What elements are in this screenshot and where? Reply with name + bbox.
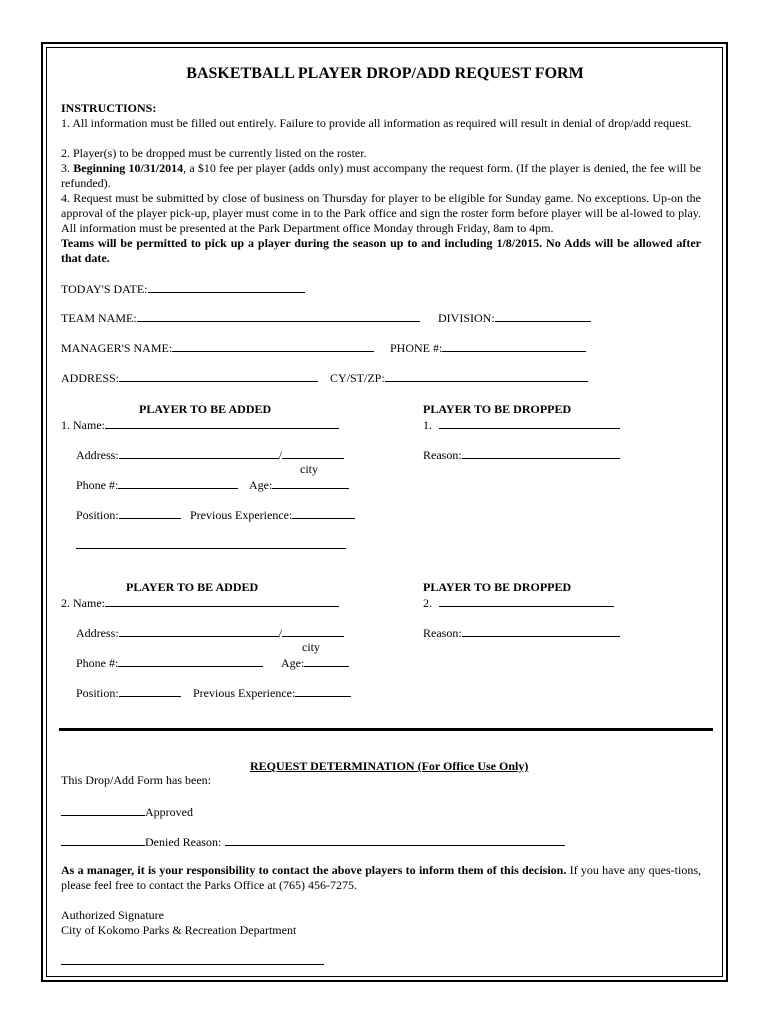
determination-heading-text: REQUEST DETERMINATION (For Office Use Only) bbox=[250, 759, 529, 773]
player-2-position-label: Position: bbox=[76, 686, 119, 700]
player-1-age-label: Age: bbox=[249, 478, 273, 492]
player-1-position-label: Position: bbox=[76, 508, 119, 522]
phone-field[interactable] bbox=[390, 340, 586, 356]
phone-label: PHONE #: bbox=[390, 341, 443, 355]
approved-line[interactable] bbox=[61, 804, 145, 816]
dropped-1-reason-field[interactable] bbox=[423, 447, 620, 463]
phone-line[interactable] bbox=[442, 340, 586, 352]
denied-label: Denied Reason: bbox=[145, 835, 222, 849]
player-2-age-field[interactable] bbox=[281, 655, 349, 671]
player-1-age-field[interactable] bbox=[249, 477, 349, 493]
player-2-address-field[interactable] bbox=[76, 625, 344, 641]
player-2-phone-line[interactable] bbox=[118, 655, 263, 667]
player-1-phone-line[interactable] bbox=[118, 477, 238, 489]
player-1-extra-field[interactable] bbox=[76, 537, 346, 553]
department-name: City of Kokomo Parks & Recreation Department bbox=[61, 923, 297, 937]
player-dropped-heading-1: PLAYER TO BE DROPPED bbox=[423, 402, 572, 416]
manager-notice bbox=[61, 863, 701, 893]
signature-field[interactable] bbox=[61, 953, 324, 969]
approved-label: Approved bbox=[145, 805, 193, 819]
section-divider bbox=[59, 728, 713, 731]
address-label: ADDRESS: bbox=[61, 371, 120, 385]
instruction-3-date: Beginning 10/31/2014 bbox=[73, 161, 184, 175]
todays-date-line[interactable] bbox=[148, 281, 305, 293]
form-has-been-text: This Drop/Add Form has been: bbox=[61, 773, 211, 787]
player-added-heading-2: PLAYER TO BE ADDED bbox=[126, 580, 259, 594]
instruction-3 bbox=[61, 161, 701, 191]
player-1-address-slash: / bbox=[278, 448, 283, 462]
cy-st-zp-field[interactable] bbox=[330, 370, 588, 386]
signature-line[interactable] bbox=[61, 953, 324, 965]
player-2-experience-field[interactable] bbox=[193, 685, 351, 701]
dropped-1-line[interactable] bbox=[439, 417, 620, 429]
denied-reason-line[interactable] bbox=[225, 834, 565, 846]
team-name-line[interactable] bbox=[137, 310, 420, 322]
player-2-name-label: 2. Name: bbox=[61, 596, 105, 610]
player-added-heading-1: PLAYER TO BE ADDED bbox=[139, 402, 272, 416]
player-2-address-slash: / bbox=[278, 626, 283, 640]
manager-notice-rest: If you have any ques-tions, please feel free to contact the Parks Office at (765) 456-7275. bbox=[61, 863, 701, 892]
dropped-2-label: 2. bbox=[423, 596, 432, 610]
cy-st-zp-label: CY/ST/ZP: bbox=[330, 371, 385, 385]
player-2-position-field[interactable] bbox=[76, 685, 181, 701]
cy-st-zp-line[interactable] bbox=[385, 370, 588, 382]
player-2-address-label: Address: bbox=[76, 626, 119, 640]
dropped-1-field[interactable] bbox=[423, 417, 620, 433]
dropped-1-reason-label: Reason: bbox=[423, 448, 462, 462]
player-1-name-field[interactable] bbox=[61, 417, 339, 433]
instruction-2: 2. Player(s) to be dropped must be currently listed on the roster. bbox=[61, 146, 367, 160]
player-1-experience-field[interactable] bbox=[190, 507, 355, 523]
player-dropped-heading-2: PLAYER TO BE DROPPED bbox=[423, 580, 572, 594]
dropped-2-reason-field[interactable] bbox=[423, 625, 620, 641]
player-2-name-field[interactable] bbox=[61, 595, 339, 611]
denied-field[interactable] bbox=[61, 834, 565, 850]
player-1-city-line[interactable] bbox=[282, 447, 344, 459]
player-2-address-line[interactable] bbox=[119, 625, 279, 637]
form-title: BASKETBALL PLAYER DROP/ADD REQUEST FORM bbox=[186, 65, 584, 82]
player-1-experience-label: Previous Experience: bbox=[190, 508, 293, 522]
player-1-address-line[interactable] bbox=[119, 447, 279, 459]
instruction-3-text: , a $10 fee per player (adds only) must accompany the request form. (If the player is denied, the fee will be refunded). bbox=[61, 161, 702, 190]
player-2-city-line[interactable] bbox=[282, 625, 344, 637]
player-2-phone-label: Phone #: bbox=[76, 656, 119, 670]
team-name-field[interactable] bbox=[61, 310, 420, 326]
player-2-experience-line[interactable] bbox=[295, 685, 351, 697]
dropped-1-label: 1. bbox=[423, 418, 432, 432]
denied-line[interactable] bbox=[61, 834, 145, 846]
player-1-address-field[interactable] bbox=[76, 447, 344, 463]
determination-heading bbox=[244, 759, 528, 774]
division-line[interactable] bbox=[495, 310, 591, 322]
player-2-age-label: Age: bbox=[281, 656, 305, 670]
instruction-deadline: Teams will be permitted to pick up a player during the season up to and including 1/8/2015. No Adds will be allowed after that date. bbox=[61, 236, 701, 265]
address-line[interactable] bbox=[119, 370, 318, 382]
player-1-extra-line[interactable] bbox=[76, 537, 346, 549]
player-1-position-line[interactable] bbox=[119, 507, 181, 519]
player-2-age-line[interactable] bbox=[304, 655, 349, 667]
address-field[interactable] bbox=[61, 370, 318, 386]
manager-name-label: MANAGER'S NAME: bbox=[61, 341, 173, 355]
dropped-2-reason-line[interactable] bbox=[462, 625, 620, 637]
player-1-phone-field[interactable] bbox=[76, 477, 238, 493]
instruction-1: 1. All information must be filled out entirely. Failure to provide all information as required will result in denial of drop/add request. bbox=[61, 116, 692, 130]
player-2-name-line[interactable] bbox=[105, 595, 339, 607]
player-2-experience-label: Previous Experience: bbox=[193, 686, 296, 700]
dropped-2-reason-label: Reason: bbox=[423, 626, 462, 640]
player-1-phone-label: Phone #: bbox=[76, 478, 119, 492]
instruction-3-num: 3. bbox=[61, 161, 74, 175]
authorized-signature-label: Authorized Signature bbox=[61, 908, 164, 922]
player-1-experience-line[interactable] bbox=[292, 507, 355, 519]
manager-name-line[interactable] bbox=[172, 340, 374, 352]
manager-name-field[interactable] bbox=[61, 340, 374, 356]
instructions-heading: INSTRUCTIONS: bbox=[61, 101, 157, 115]
team-name-label: TEAM NAME: bbox=[61, 311, 137, 325]
player-1-position-field[interactable] bbox=[76, 507, 181, 523]
dropped-2-field[interactable] bbox=[423, 595, 614, 611]
division-field[interactable] bbox=[438, 310, 591, 326]
todays-date-label: TODAY'S DATE: bbox=[61, 282, 148, 296]
player-1-age-line[interactable] bbox=[272, 477, 349, 489]
player-2-position-line[interactable] bbox=[119, 685, 181, 697]
player-1-name-line[interactable] bbox=[105, 417, 339, 429]
approved-field[interactable] bbox=[61, 804, 193, 820]
todays-date-field[interactable] bbox=[61, 281, 305, 297]
player-2-city-label: city bbox=[302, 640, 320, 654]
instruction-4: 4. Request must be submitted by close of business on Thursday for player to be eligible for Sunday game. No exceptions. Up-on the approval of the player pick-up, player must come in to the Park office and sign the roster form before player will be al-lowed to play. All information must be presented at the Park Department office Monday through Friday, 8am to 4pm. bbox=[61, 191, 701, 235]
player-1-address-label: Address: bbox=[76, 448, 119, 462]
dropped-2-line[interactable] bbox=[439, 595, 614, 607]
player-1-name-label: 1. Name: bbox=[61, 418, 105, 432]
division-label: DIVISION: bbox=[438, 311, 495, 325]
dropped-1-reason-line[interactable] bbox=[462, 447, 620, 459]
player-1-city-label: city bbox=[300, 462, 318, 476]
manager-notice-bold: As a manager, it is your responsibility to contact the above players to inform them of this decision. bbox=[61, 863, 567, 877]
player-2-phone-field[interactable] bbox=[76, 655, 263, 671]
